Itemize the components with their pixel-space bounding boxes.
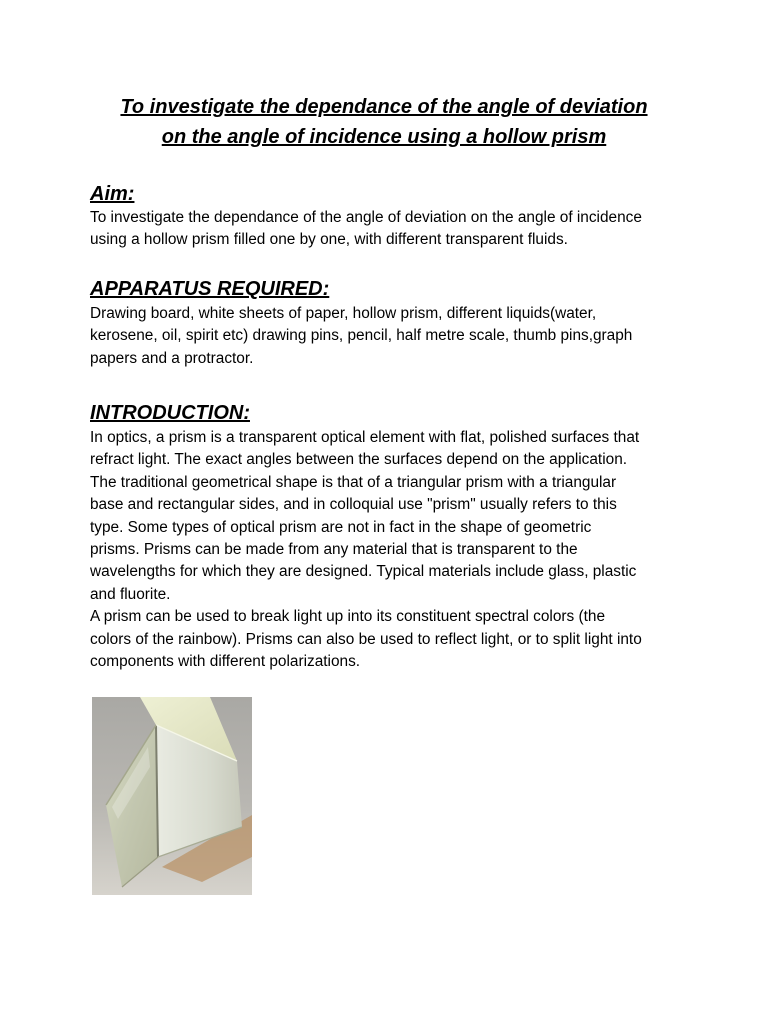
introduction-paragraph (90, 427, 690, 673)
text-line: Drawing board, white sheets of paper, hollow prism, different liquids(water, (90, 305, 597, 322)
text-line: The traditional geometrical shape is that of a triangular prism with a triangular (90, 473, 617, 491)
text-line: and fluorite. (90, 585, 171, 603)
prism-photo (92, 697, 252, 895)
text-line: In optics, a prism is a transparent optical element with flat, polished surfaces that (90, 429, 640, 446)
text-line: kerosene, oil, spirit etc) drawing pins, pencil, half metre scale, thumb pins,graph (90, 327, 633, 345)
text-line: using a hollow prism filled one by one, with different transparent fluids. (90, 231, 568, 249)
prism-illustration (92, 697, 252, 895)
aim-heading: Aim: (90, 183, 135, 205)
text-line: A prism can be used to break light up into its constituent spectral colors (the (90, 608, 605, 626)
apparatus-paragraph (90, 303, 690, 370)
aim-paragraph (90, 207, 690, 252)
title-line: To investigate the dependance of the angle of deviation (120, 96, 648, 118)
text-line: wavelengths for which they are designed. Typical materials include glass, plastic (90, 563, 637, 581)
title-line: on the angle of incidence using a hollow prism (161, 126, 607, 148)
text-line: type. Some types of optical prism are not in fact in the shape of geometric (90, 518, 592, 536)
text-line: base and rectangular sides, and in colloquial use "prism" usually refers to this (90, 496, 617, 514)
text-line: papers and a protractor. (90, 349, 254, 367)
apparatus-heading: APPARATUS REQUIRED: (90, 278, 330, 300)
introduction-heading: INTRODUCTION: (90, 402, 250, 424)
text-line: components with different polarizations. (90, 653, 361, 671)
text-line: colors of the rainbow). Prisms can also be used to reflect light, or to split light into (90, 630, 642, 648)
document-title (60, 92, 708, 152)
text-line: prisms. Prisms can be made from any material that is transparent to the (90, 541, 578, 559)
text-line: refract light. The exact angles between the surfaces depend on the application. (90, 451, 628, 469)
text-line: To investigate the dependance of the angle of deviation on the angle of incidence (90, 209, 642, 226)
